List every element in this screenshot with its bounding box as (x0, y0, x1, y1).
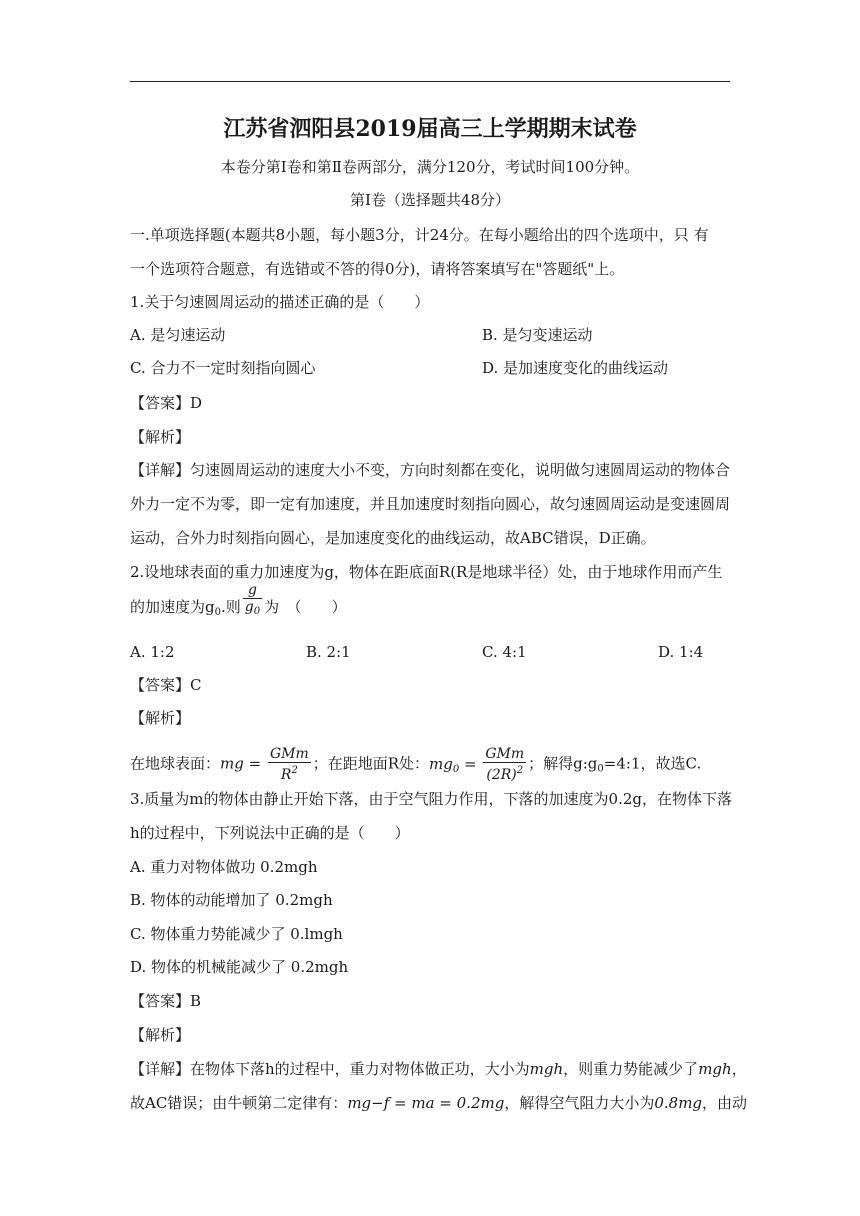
q2-ratio-denominator: $g_0$ (244, 599, 261, 617)
q3-detail-line-1: 【详解】在物体下落h的过程中，重力对物体做正功，大小为mgh，则重力势能减少了mgh， (130, 1060, 747, 1078)
page-title: 江苏省泗阳县2019届高三上学期期末试卷 (223, 116, 637, 142)
q2-stem-line-2 (130, 582, 347, 623)
q2-option-c: C. 4:1 (482, 643, 527, 661)
q3-detail-math-2: mgh (698, 1060, 732, 1078)
q2-solution-line (130, 746, 701, 783)
q2-stem-line-1: 2.设地球表面的重力加速度为g，物体在距底面R(R是地球半径）处，由于地球作用而产生 (130, 563, 723, 581)
q1-option-a: A. 是匀速运动 (130, 326, 226, 344)
q3-analysis-label: 【解析】 (130, 1026, 191, 1044)
q3-option-c: C. 物体重力势能减少了 0.lmgh (130, 925, 343, 943)
q2-option-a: A. 1:2 (130, 643, 175, 661)
q2-equation-1-left: mg = (220, 754, 266, 773)
q2-ratio-numerator: g (243, 582, 262, 599)
q2-stem-text-c: 为 （ ） (264, 598, 347, 616)
q1-answer: 【答案】D (130, 394, 203, 412)
q2-stem-text-b: .则 (220, 598, 241, 616)
q3-option-b: B. 物体的动能增加了 0.2mgh (130, 891, 333, 909)
q3-detail-math-3: mg−f = ma = 0.2mg (347, 1094, 505, 1112)
q1-detail-line-2: 外力一定不为零，即一定有加速度，并且加速度时刻指向圆心，故匀速圆周运动是变速圆周 (130, 495, 731, 513)
q1-analysis-label: 【解析】 (130, 428, 191, 446)
q2-solution-text-d: =4:1，故选C. (603, 754, 702, 773)
instructions-line-1: 一.单项选择题(本题共8小题，每小题3分，计24分。在每小题给出的四个选项中，只 有 (130, 226, 709, 244)
q2-analysis-label: 【解析】 (130, 709, 191, 727)
q2-equation-2-fraction: $\frac{\text{GMm}}{(2R)^2}$ (485, 746, 525, 783)
q2-stem-sub: 0 (214, 607, 221, 618)
q2-solution-sub: 0 (597, 763, 604, 775)
q3-detail-math-1: mgh (529, 1060, 564, 1078)
q2-solution-text-a: 在地球表面： (130, 754, 221, 773)
q3-stem-line-2: h的过程中，下列说法中正确的是（ ） (130, 824, 410, 842)
q3-detail-line-2: 故AC错误；由牛顿第二定律有：mg−f = ma = 0.2mg，解得空气阻力大小为0.8mg，由动 (130, 1094, 748, 1112)
q1-option-c: C. 合力不一定时刻指向圆心 (130, 359, 316, 377)
q2-stem-text-a: 的加速度为g (130, 598, 215, 616)
q2-solution-text-b: ；在距地面R处： (312, 754, 430, 773)
q3-answer: 【答案】B (130, 992, 202, 1010)
q3-stem-line-1: 3.质量为m的物体由静止开始下落，由于空气阻力作用，下落的加速度为0.2g，在物体下落 (130, 790, 732, 808)
q2-equation-2-left: $mg_0$ = (429, 754, 482, 775)
q1-stem: 1.关于匀速圆周运动的描述正确的是（ ） (130, 293, 430, 311)
q2-option-d: D. 1:4 (658, 643, 704, 661)
header-rule (130, 81, 730, 82)
q2-solution-text-c: ；解得g:g (528, 754, 598, 773)
q1-option-d: D. 是加速度变化的曲线运动 (482, 359, 669, 377)
q1-option-b: B. 是匀变速运动 (482, 326, 593, 344)
q2-answer: 【答案】C (130, 676, 202, 694)
instructions-line-2: 一个选项符合题意，有选错或不答的得0分)，请将答案填写在"答题纸"上。 (130, 260, 625, 278)
q2-ratio-fraction (243, 582, 262, 620)
q3-option-d: D. 物体的机械能减少了 0.2mgh (130, 958, 349, 976)
q2-option-b: B. 2:1 (306, 643, 351, 661)
q2-equation-1-fraction: $\frac{\text{GMm}}{R^2}$ (269, 746, 309, 783)
section-heading: 第I卷（选择题共48分） (349, 191, 510, 209)
q3-option-a: A. 重力对物体做功 0.2mgh (130, 858, 318, 876)
intro-text: 本卷分第I卷和第Ⅱ卷两部分，满分120分，考试时间100分钟。 (220, 158, 640, 176)
q1-detail-line-1: 【详解】匀速圆周运动的速度大小不变，方向时刻都在变化，说明做匀速圆周运动的物体合 (130, 461, 731, 479)
q1-detail-line-3: 运动，合外力时刻指向圆心，是加速度变化的曲线运动，故ABC错误，D正确。 (130, 529, 656, 547)
q3-detail-math-4: 0.8mg (654, 1094, 703, 1112)
